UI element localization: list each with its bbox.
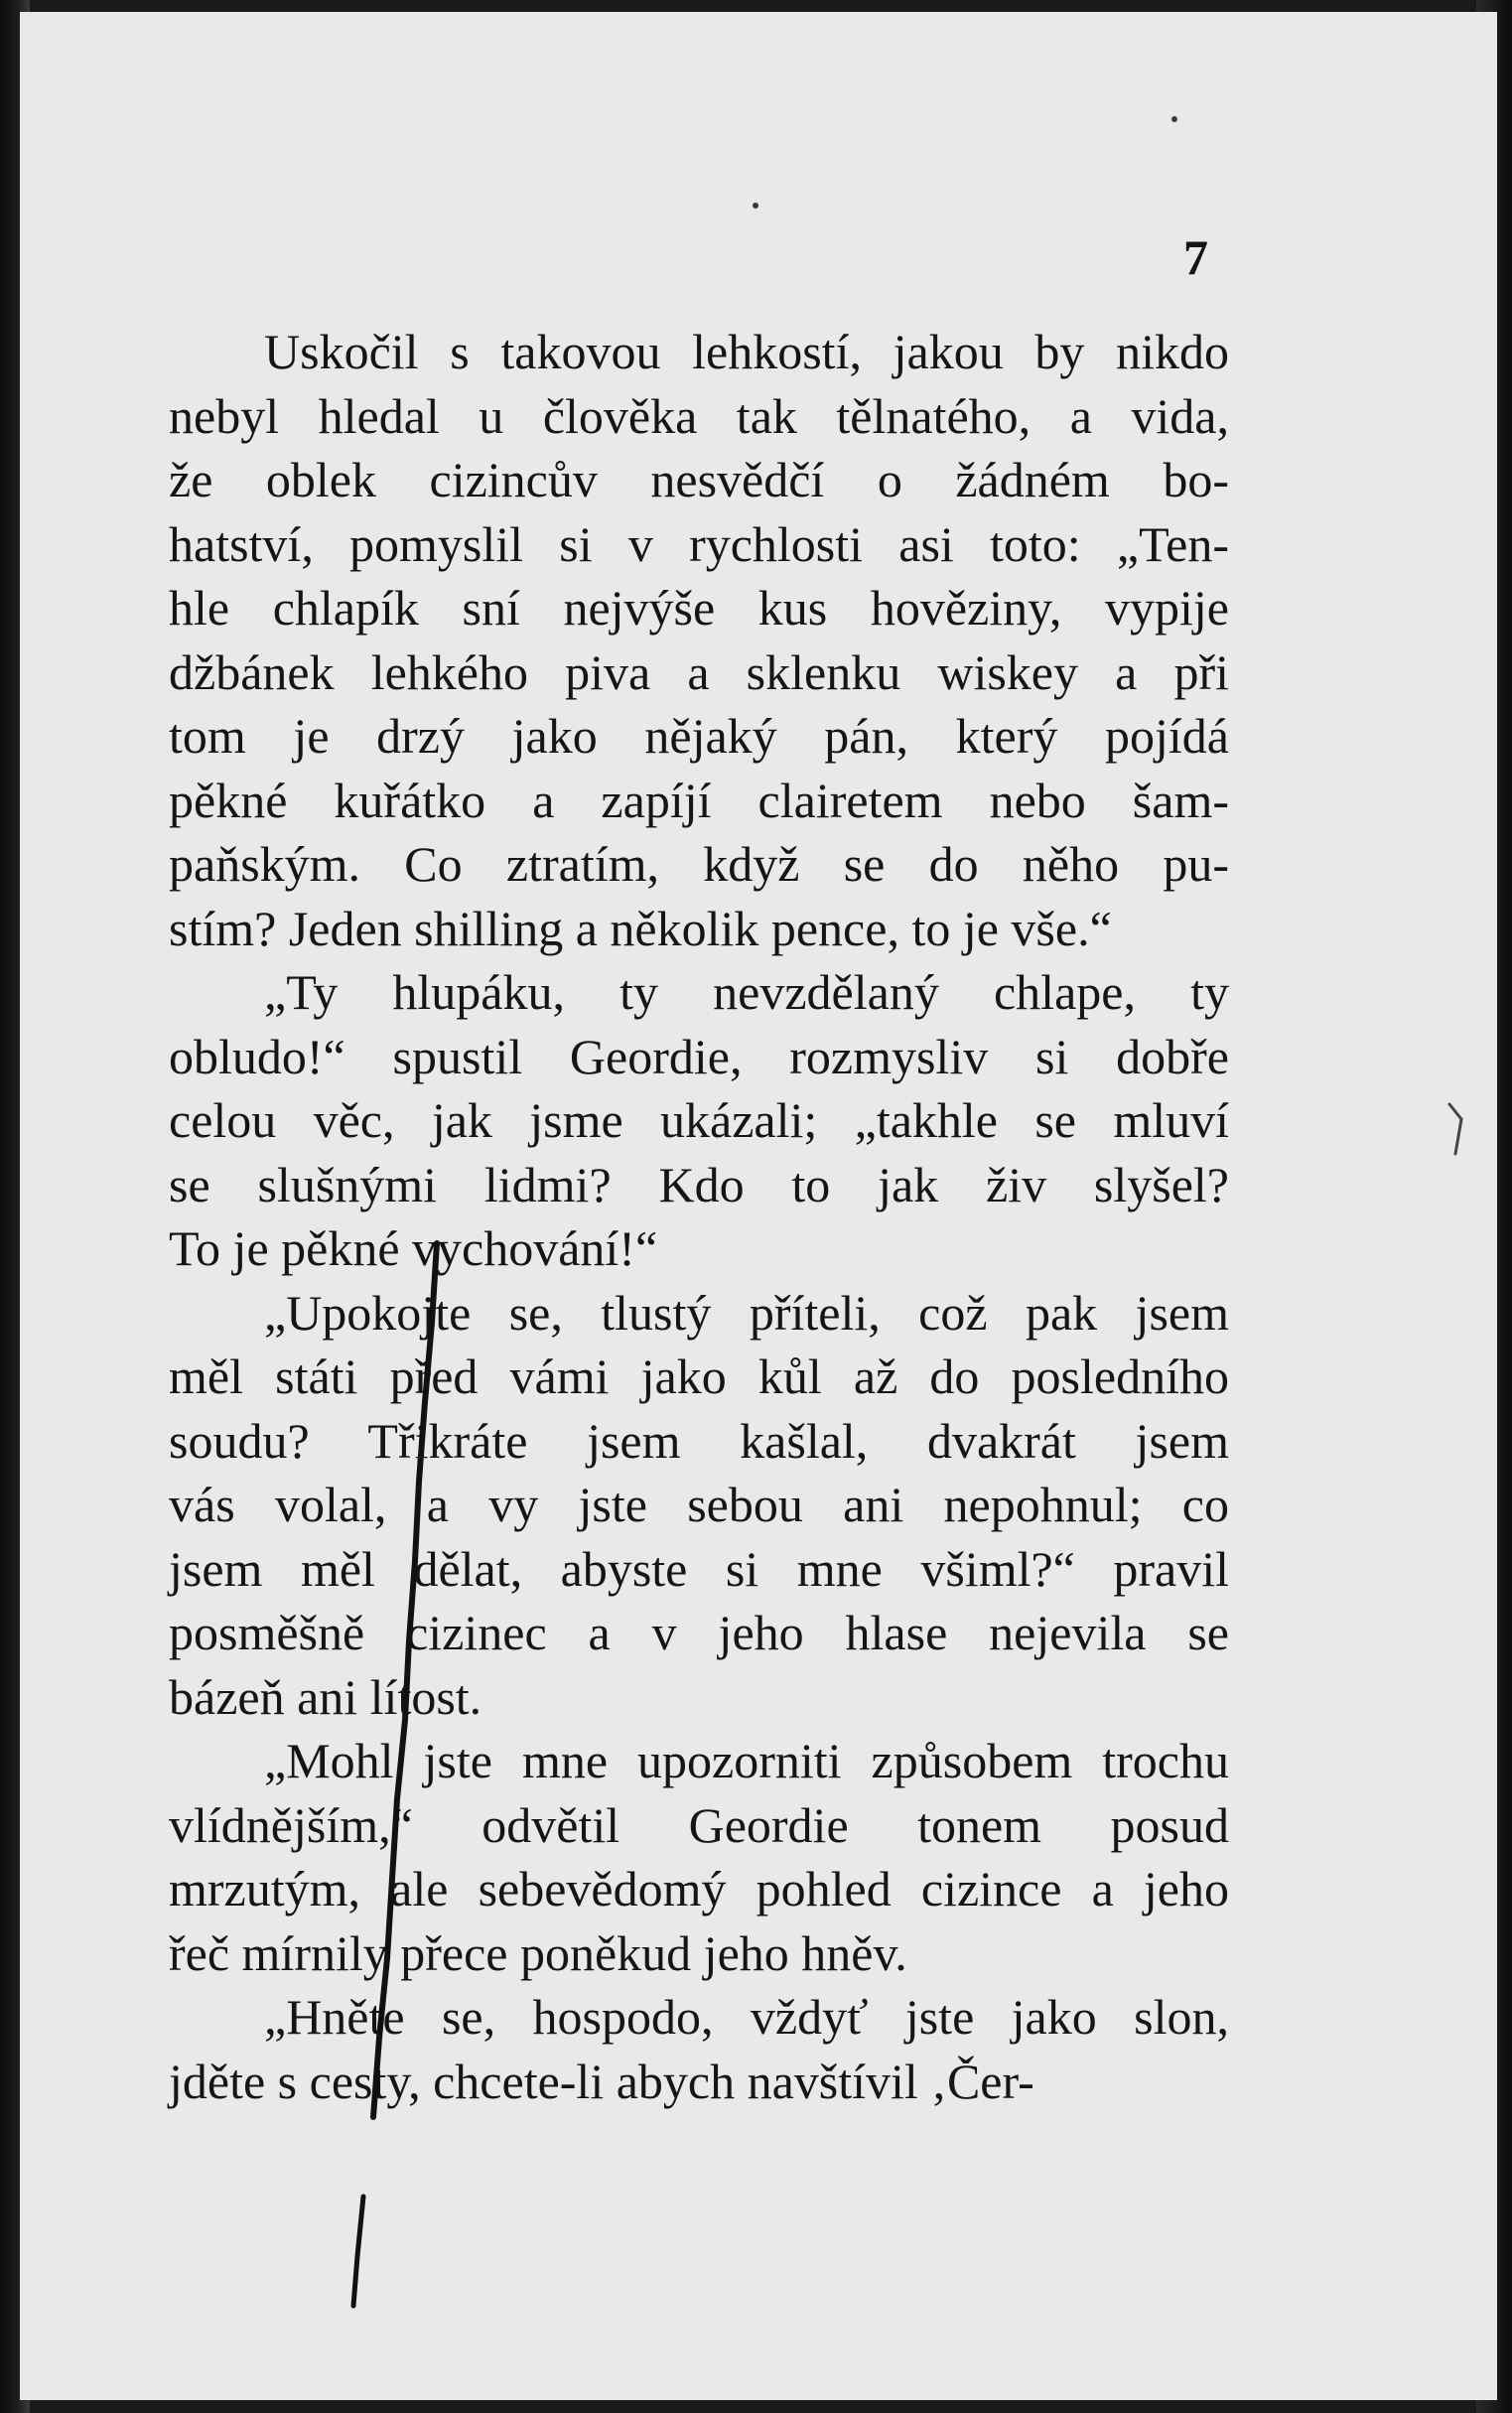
text-line: stím? Jeden shilling a několik pence, to je vše.“ xyxy=(169,900,1112,956)
text-line: bázeň ani lítost. xyxy=(169,1668,482,1725)
text-line: posměšně cizinec a v jeho hlase nejevila se xyxy=(169,1605,1229,1660)
text-line: džbánek lehkého piva a sklenku wiskey a při xyxy=(169,643,1229,700)
text-line: soudu? Třikráte jsem kašlal, dvakrát jsem xyxy=(169,1412,1229,1469)
text-line: že oblek cizincův nesvědčí o žádném bo- xyxy=(169,452,1229,507)
text-line: jděte s cesty, chcete-li abych navštívil ‚Čer- xyxy=(169,2053,1034,2109)
text-line: paňským. Co ztratím, když se do něho pu- xyxy=(169,836,1229,892)
text-line: jsem měl dělat, abyste si mne všiml?“ pravil xyxy=(169,1540,1229,1597)
text-line: vás volal, a vy jste sebou ani nepohnul; co xyxy=(169,1477,1229,1532)
text-line: pěkné kuřátko a zapíjí clairetem nebo šam- xyxy=(169,772,1229,828)
text-line: To je pěkné vychování!“ xyxy=(169,1220,658,1276)
text-line: řeč mírnily přece poněkud jeho hněv. xyxy=(169,1924,907,1981)
text-line: nebyl hledal u člověka tak tělnatého, a vida, xyxy=(169,387,1229,444)
body-text xyxy=(169,320,1229,2113)
book-page xyxy=(20,12,1497,2400)
text-line: „Ty hlupáku, ty nevzdělaný chlape, ty xyxy=(264,964,1229,1020)
text-line: vlídnějším,“ odvětil Geordie tonem posud xyxy=(169,1796,1229,1853)
text-line: hle chlapík sní nejvýše kus hověziny, vypije xyxy=(169,580,1229,636)
text-line: celou věc, jak jsme ukázali; „takhle se mluví xyxy=(169,1092,1229,1148)
text-line: „Hněte se, hospodo, vždyť jste jako slon, xyxy=(264,1989,1229,2045)
text-line: se slušnými lidmi? Kdo to jak živ slyšel? xyxy=(169,1156,1229,1212)
text-line: hatství, pomyslil si v rychlosti asi toto: „Ten- xyxy=(169,515,1229,572)
text-line: mrzutým, ale sebevědomý pohled cizince a jeho xyxy=(169,1861,1229,1916)
text-line: „Mohl jste mne upozorniti způsobem trochu xyxy=(264,1733,1229,1788)
text-line: Uskočil s takovou lehkostí, jakou by nikdo xyxy=(264,324,1229,379)
text-line: obludo!“ spustil Geordie, rozmysliv si dobře xyxy=(169,1028,1229,1084)
page-number: 7 xyxy=(1183,229,1208,285)
text-line: „Upokojte se, tlustý příteli, což pak jsem xyxy=(264,1284,1229,1341)
text-line: tom je drzý jako nějaký pán, který pojídá xyxy=(169,708,1229,764)
text-line: měl státi před vámi jako kůl až do posledního xyxy=(169,1348,1229,1404)
